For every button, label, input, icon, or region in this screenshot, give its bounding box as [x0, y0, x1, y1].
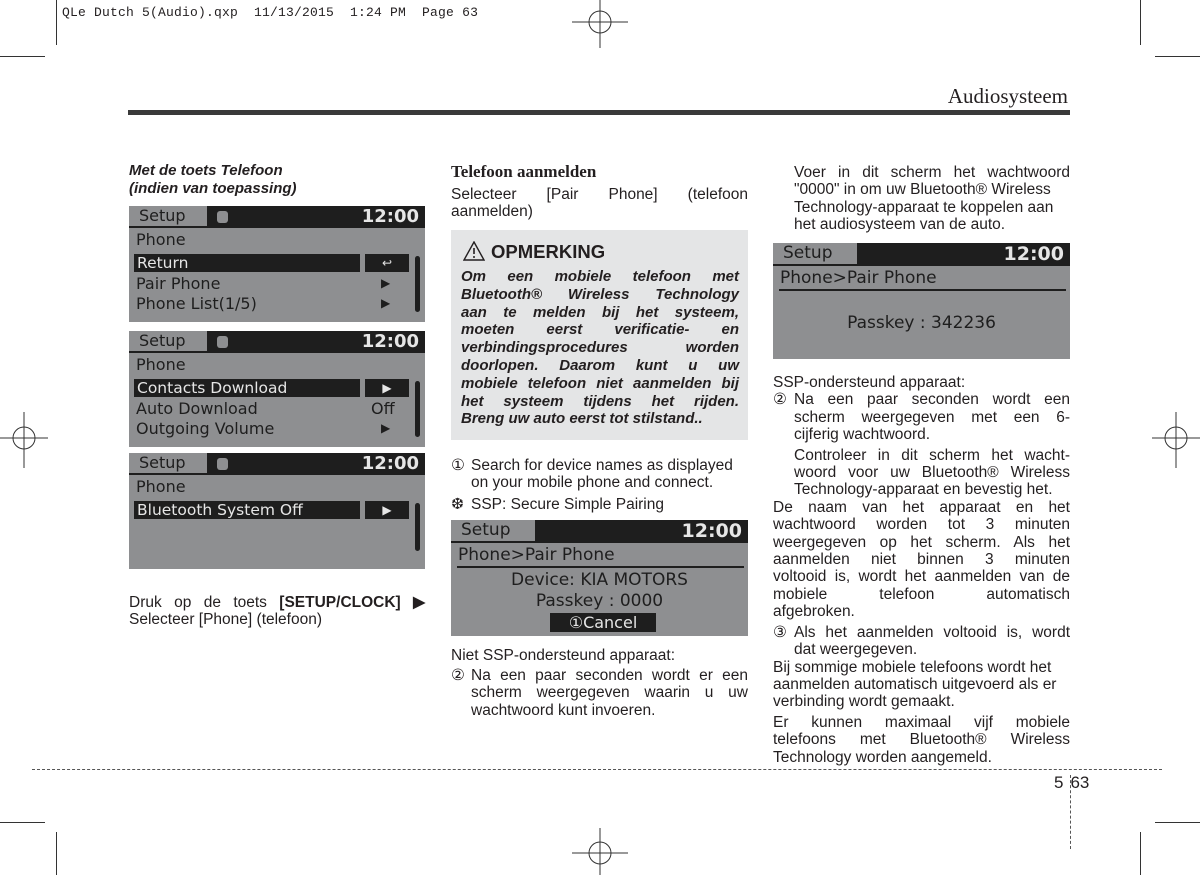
caption-line: (indien van toepassing) — [129, 180, 297, 197]
crop-mark — [1155, 56, 1200, 57]
lcd-selected-label: Return — [137, 254, 189, 272]
list-item-line: Na een paar seconden wordt er een — [471, 667, 748, 684]
circled-number-1: ① — [451, 457, 465, 474]
registration-mark-icon — [0, 410, 50, 470]
lcd-passkey: Passkey : 342236 — [847, 313, 996, 333]
note-line: Breng uw auto eerst tot stilstand.. — [461, 410, 703, 428]
lcd-tab — [129, 206, 207, 226]
lcd-tab-label: Setup — [783, 243, 833, 263]
lcd-scrollbar — [415, 503, 420, 551]
lcd-tab-label: Setup — [139, 453, 186, 472]
lcd-clock: 12:00 — [361, 206, 419, 227]
crop-mark — [0, 56, 45, 57]
lcd-clock: 12:00 — [681, 520, 742, 542]
title-rule — [128, 110, 1070, 115]
ssp-supported-section — [773, 374, 1070, 766]
text-line: Er kunnen maximaal vijf mobiele — [773, 713, 1070, 731]
circled-number-2: ② — [773, 391, 787, 409]
lcd-clock: 12:00 — [361, 331, 419, 352]
registration-mark-icon — [570, 0, 630, 50]
caption — [129, 162, 369, 198]
lcd-selected-row — [134, 379, 360, 397]
list-item-line: on your mobile phone and connect. — [471, 474, 714, 492]
lcd-tab-label: Setup — [461, 520, 511, 540]
note-line: doorlopen. Daarom kunt u uw — [461, 356, 739, 374]
ssp-supported-label: SSP-ondersteund apparaat: — [773, 374, 966, 391]
text-line: telefoons met Bluetooth® Wireless — [773, 731, 1070, 749]
arrow-right-icon: ▶ — [365, 501, 409, 519]
lcd-row: Outgoing Volume — [136, 419, 275, 438]
lcd-row: Phone List(1/5) — [136, 294, 257, 313]
crop-mark — [1140, 832, 1141, 875]
chapter-number: 5 — [1054, 773, 1064, 792]
note-line: verbindingsprocedures worden — [461, 339, 739, 357]
text-line: Technology worden aangemeld. — [773, 748, 992, 766]
list-item-line: Als het aanmelden voltooid is, wordt — [794, 623, 1070, 641]
intro-line: Selecteer [Pair Phone] (telefoon — [451, 186, 748, 203]
lcd-tab — [773, 243, 857, 264]
lcd-tab-label: Setup — [139, 331, 186, 350]
select-phone-text: Selecteer [Phone] (telefoon) — [129, 611, 323, 629]
text-line: weergegeven op het scherm. Als het — [773, 533, 1070, 551]
text-line: het audiosysteem van de auto. — [794, 216, 1006, 234]
lcd-row: Pair Phone — [136, 274, 221, 293]
list-item-2 — [451, 667, 748, 719]
return-icon: ↩ — [365, 254, 409, 272]
crop-mark — [0, 822, 45, 823]
crop-mark — [56, 832, 57, 875]
text-line: Voer in dit scherm het wachtwoord — [794, 164, 1070, 181]
lcd-tab — [129, 331, 207, 351]
section-title: Audiosysteem — [947, 84, 1068, 108]
lcd-selected-row — [134, 501, 360, 519]
page-number-value: 63 — [1070, 773, 1090, 792]
lcd-menu-title: Phone — [136, 355, 186, 374]
note-title: OPMERKING — [491, 241, 606, 262]
list-item-line: Technology-apparaat en bevestig het. — [794, 481, 1053, 499]
bluetooth-icon — [217, 336, 228, 348]
setup-clock-key: [SETUP/CLOCK] ▶ — [279, 594, 425, 611]
lcd-clock: 12:00 — [1003, 243, 1064, 265]
text-line: mobiele telefoon automatisch — [773, 585, 1070, 603]
caption-line: Met de toets Telefoon — [129, 162, 283, 179]
text-line: aanmelden niet binnen 3 minuten — [773, 551, 1070, 569]
text-line: wachtwoord worden tot 3 minuten — [773, 516, 1070, 534]
text-line: aanmelden automatisch uitgevoerd als er — [773, 675, 1057, 693]
bluetooth-icon — [217, 211, 228, 223]
list-item-1 — [451, 457, 748, 492]
list-item-line: scherm weergegeven met een 6- — [794, 408, 1070, 426]
lcd-selected-label: Contacts Download — [137, 379, 288, 397]
page-number — [1054, 773, 1089, 793]
ssp-footnote — [451, 496, 748, 513]
lcd-tab — [451, 520, 535, 541]
crop-mark — [56, 0, 57, 45]
arrow-right-icon: ▶ — [381, 276, 391, 290]
text-line: Bij sommige mobiele telefoons wordt het — [773, 658, 1052, 676]
lcd-row-value: Off — [371, 399, 395, 418]
lcd-menu-title: Phone — [136, 477, 186, 496]
note-line: aan te melden bij het systeem, — [461, 303, 739, 321]
text-line: verbinding wordt gemaakt. — [773, 693, 955, 711]
lcd-scrollbar — [415, 256, 420, 312]
lcd-divider — [779, 289, 1066, 291]
lcd-selected-row — [134, 254, 360, 272]
lcd-menu-title: Phone>Pair Phone — [458, 545, 615, 565]
arrow-right-icon: ▶ — [365, 379, 409, 397]
list-item-line: cijferig wachtwoord. — [794, 426, 931, 444]
bluetooth-icon — [217, 458, 228, 470]
note-line: het systeem tijdens het rijden. — [461, 392, 739, 410]
passkey-instruction — [794, 164, 1070, 234]
lcd-scrollbar — [415, 381, 420, 437]
arrow-right-icon: ▶ — [381, 296, 391, 310]
intro-text — [451, 186, 748, 221]
non-ssp-label: Niet SSP-ondersteund apparaat: — [451, 647, 676, 664]
warning-icon — [463, 241, 485, 261]
note-box — [451, 230, 748, 440]
lcd-divider — [457, 566, 744, 568]
text-line: voltooid is, wordt het aanmelden van de — [773, 568, 1070, 586]
text-line: afgebroken. — [773, 603, 855, 621]
text-line: De naam van het apparaat en het — [773, 498, 1070, 516]
text-line: "0000" in om uw Bluetooth® Wireless — [794, 181, 1051, 199]
list-item-line: Na een paar seconden wordt een — [794, 391, 1070, 409]
note-text — [461, 268, 739, 428]
crop-mark — [1155, 822, 1200, 823]
text-line: Technology-apparaat te koppelen aan — [794, 198, 1054, 216]
lcd-passkey: Passkey : 0000 — [535, 591, 664, 611]
circled-number-2: ② — [451, 667, 465, 684]
lcd-menu-title: Phone>Pair Phone — [780, 268, 937, 288]
circled-number-3: ③ — [773, 623, 787, 641]
list-item-line: wachtwoord kunt invoeren. — [471, 701, 656, 719]
press-instruction — [129, 594, 425, 629]
lcd-tab — [129, 453, 207, 473]
note-line: mobiele telefoon niet aanmelden bij — [461, 374, 739, 392]
note-line: Bluetooth® Wireless Technology — [461, 285, 739, 303]
press-text: Druk op de toets — [129, 594, 267, 611]
arrow-right-icon: ▶ — [381, 421, 391, 435]
lcd-screen-passkey — [773, 243, 1070, 359]
print-header: QLe Dutch 5(Audio).qxp 11/13/2015 1:24 PM Page 63 — [62, 5, 479, 20]
list-item-line: Controleer in dit scherm het wacht- — [794, 446, 1070, 464]
lcd-screen-bluetooth-off — [129, 453, 425, 569]
lcd-screen-phone-menu — [129, 206, 425, 322]
lcd-tab-label: Setup — [139, 206, 186, 225]
intro-line: aanmelden) — [451, 203, 533, 221]
lcd-device-name: Device: KIA MOTORS — [511, 570, 688, 590]
lcd-row: Auto Download — [136, 399, 258, 418]
registration-mark-icon — [570, 828, 630, 875]
crop-mark — [1140, 0, 1141, 45]
lcd-screen-phone-menu-2 — [129, 331, 425, 447]
lcd-menu-title: Phone — [136, 230, 186, 249]
note-line: moeten eerst verificatie- en — [461, 321, 739, 339]
list-item-line: Search for device names as displayed — [471, 457, 733, 474]
cancel-button: ①Cancel — [550, 613, 656, 632]
footer-rule — [32, 769, 1162, 770]
asterisk-icon: ❆ — [451, 496, 464, 513]
ssp-text: SSP: Secure Simple Pairing — [471, 496, 664, 513]
registration-mark-icon — [1150, 410, 1200, 470]
lcd-clock: 12:00 — [361, 453, 419, 474]
list-item-line: scherm weergegeven waarin u uw — [471, 684, 748, 702]
note-line: Om een mobiele telefoon met — [461, 268, 739, 285]
lcd-selected-label: Bluetooth System Off — [137, 501, 303, 519]
heading-pairing: Telefoon aanmelden — [451, 162, 597, 181]
list-item-line: woord voor uw Bluetooth® Wireless — [794, 464, 1070, 482]
lcd-screen-pair-phone — [451, 520, 748, 636]
list-item-line: dat weergegeven. — [794, 641, 918, 659]
